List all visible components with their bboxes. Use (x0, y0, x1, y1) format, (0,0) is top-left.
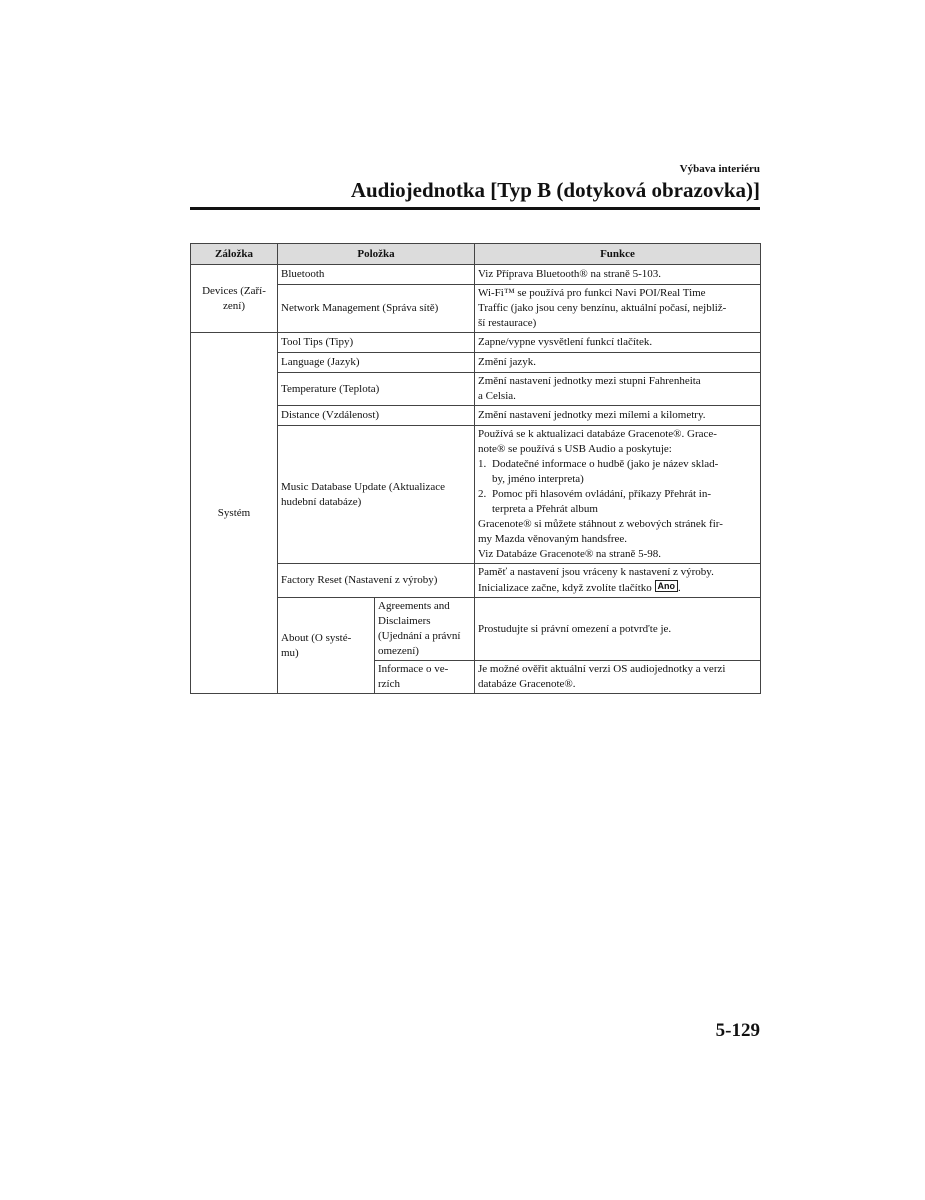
func-tooltips: Zapne/vypne vysvětlení funkcí tlačítek. (475, 333, 761, 353)
table-row (191, 333, 761, 353)
page-number: 5-129 (715, 1020, 760, 1041)
subitem-agreements: Agreements and Disclaimers (Ujednání a právní omezení) (375, 598, 475, 661)
list-number: 2. (478, 488, 487, 500)
list-text: Dodatečné informace o hudbě (jako je název sklad- by, jméno interpreta) (492, 458, 719, 485)
section-label: Výbava interiéru (679, 163, 760, 175)
factory-reset-text: Inicializace začne, když zvolíte tlačítko (478, 582, 652, 594)
settings-table (190, 243, 761, 694)
factory-reset-line1: Paměť a nastavení jsou vráceny k nastavení z výroby. (478, 566, 714, 578)
item-music-database: Music Database Update (Aktualizace hudební databáze) (278, 426, 475, 564)
page-title: Audiojednotka [Typ B (dotyková obrazovka)] (350, 178, 760, 202)
table-header-row (191, 244, 761, 265)
list-number: 1. (478, 458, 487, 470)
item-tooltips: Tool Tips (Tipy) (278, 333, 475, 353)
list-item (478, 457, 757, 487)
header-function: Funkce (475, 244, 761, 265)
tab-devices: Devices (Zaří- zení) (191, 265, 278, 333)
item-temperature: Temperature (Teplota) (278, 373, 475, 406)
func-bluetooth: Viz Příprava Bluetooth® na straně 5-103. (475, 265, 761, 285)
func-network: Wi-Fi™ se používá pro funkci Navi POI/Real Time Traffic (jako jsou ceny benzínu, aktuální počasí, nejbliž- ší restaurace) (475, 285, 761, 333)
factory-reset-line2 (478, 580, 757, 596)
list-item (478, 487, 757, 517)
ano-key-box: Ano (655, 580, 679, 592)
item-bluetooth: Bluetooth (278, 265, 475, 285)
func-distance: Změní nastavení jednotky mezi mílemi a kilometry. (475, 406, 761, 426)
header-item: Položka (278, 244, 475, 265)
item-factory-reset: Factory Reset (Nastavení z výroby) (278, 564, 475, 598)
func-music-database (475, 426, 761, 564)
func-factory-reset (475, 564, 761, 598)
item-about: About (O systé- mu) (278, 598, 375, 694)
factory-reset-end: . (678, 582, 681, 594)
func-language: Změní jazyk. (475, 353, 761, 373)
tab-system: Systém (191, 333, 278, 694)
item-network: Network Management (Správa sítě) (278, 285, 475, 333)
item-distance: Distance (Vzdálenost) (278, 406, 475, 426)
table-row (191, 265, 761, 285)
header-tab: Záložka (191, 244, 278, 265)
func-agreements: Prostudujte si právní omezení a potvrďte je. (475, 598, 761, 661)
func-temperature: Změní nastavení jednotky mezi stupni Fahrenheita a Celsia. (475, 373, 761, 406)
music-db-intro: Používá se k aktualizaci databáze Gracenote®. Grace- note® se používá s USB Audio a poskytuje: (478, 428, 717, 455)
list-text: Pomoc při hlasovém ovládání, příkazy Přehrát in- terpreta a Přehrát album (492, 488, 712, 515)
title-rule (190, 207, 760, 210)
item-language: Language (Jazyk) (278, 353, 475, 373)
subitem-versions: Informace o ve- rzích (375, 661, 475, 694)
func-versions: Je možné ověřit aktuální verzi OS audiojednotky a verzi databáze Gracenote®. (475, 661, 761, 694)
music-db-outro: Gracenote® si můžete stáhnout z webových stránek fir- my Mazda věnovaným handsfree. Viz Databáze Gracenote® na straně 5-98. (478, 518, 723, 560)
